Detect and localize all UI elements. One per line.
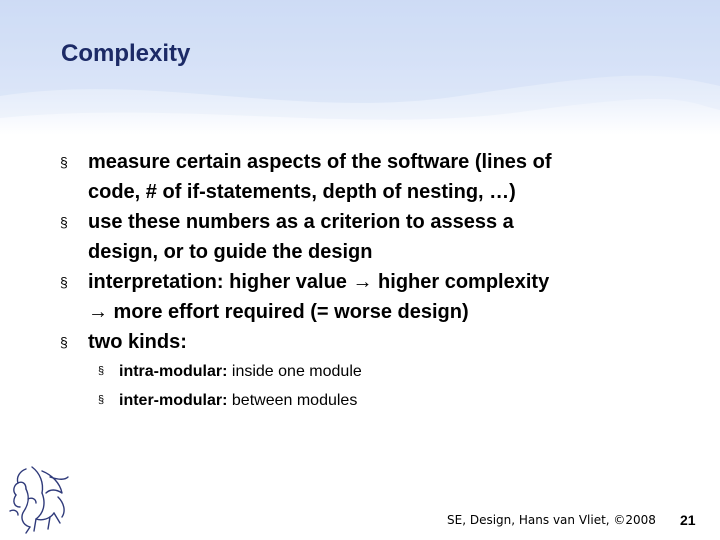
sub-bullet-item <box>98 386 700 415</box>
sub-bullet-desc: inside one module <box>227 363 362 380</box>
bullet-marker: § <box>60 214 68 230</box>
bullet-text: code, # of if-statements, depth of nesting, …) <box>88 181 516 203</box>
bullet-text: use these numbers as a criterion to assess a <box>88 211 514 233</box>
bullet-item <box>60 267 700 327</box>
bullet-marker: § <box>60 154 68 170</box>
bullet-text: design, or to guide the design <box>88 241 373 263</box>
bullet-text: measure certain aspects of the software (lines of <box>88 151 552 173</box>
bullet-list <box>60 147 700 415</box>
sub-bullet-item <box>98 357 700 386</box>
sub-bullet-term: intra-modular: <box>119 363 228 380</box>
bullet-text: → more effort required (= worse design) <box>88 301 469 323</box>
bullet-text: two kinds: <box>88 331 187 353</box>
bullet-item <box>60 327 700 357</box>
slide-title: Complexity <box>61 40 191 67</box>
page-number: 21 <box>680 512 696 528</box>
bullet-marker: § <box>60 274 68 290</box>
sub-bullet-marker: § <box>98 365 105 377</box>
bullet-text: interpretation: higher value → higher complexity <box>88 271 550 293</box>
sub-bullet-desc: between modules <box>227 392 358 409</box>
bullet-item <box>60 147 700 207</box>
footer-credit: SE, Design, Hans van Vliet, ©2008 <box>447 513 656 527</box>
griffin-logo <box>6 463 72 535</box>
sub-bullet-marker: § <box>98 394 105 406</box>
bullet-item <box>60 207 700 267</box>
sub-bullet-term: inter-modular: <box>119 392 228 409</box>
bullet-marker: § <box>60 334 68 350</box>
